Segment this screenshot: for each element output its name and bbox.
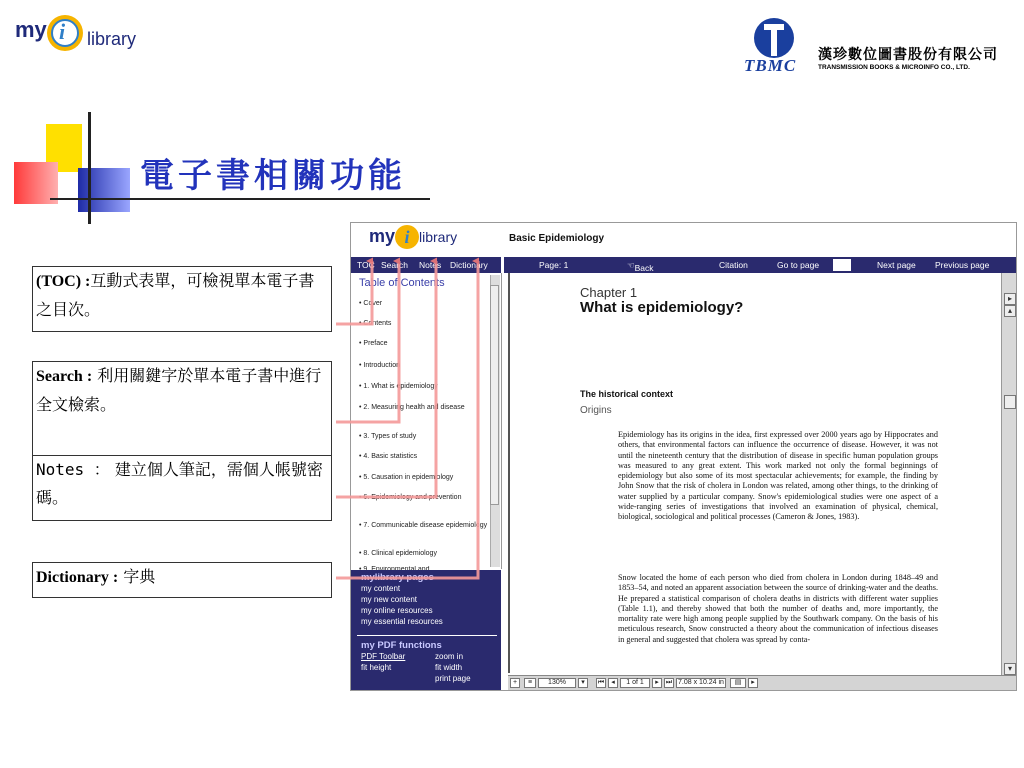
- navbar-separator: [501, 257, 504, 273]
- callout-term: Dictionary :: [36, 569, 119, 586]
- callout-term: Search :: [36, 368, 93, 385]
- toolbar-layout-icon[interactable]: ≡: [524, 678, 536, 688]
- mypages-link[interactable]: my new content: [361, 595, 418, 604]
- mypages-link[interactable]: my essential resources: [361, 617, 443, 626]
- toc-item-label: 4. Basic statistics: [363, 453, 418, 460]
- toc-item-label: 8. Clinical epidemiology: [363, 550, 437, 557]
- toc-item[interactable]: • 4. Basic statistics: [359, 453, 418, 460]
- toc-item[interactable]: • Contents: [359, 320, 392, 327]
- prev-page-icon[interactable]: ◂: [608, 678, 618, 688]
- page-scrollbar[interactable]: [1001, 273, 1017, 677]
- ebook-header: [351, 223, 1016, 257]
- title-underline: [50, 198, 430, 200]
- callout-term: Notes ：: [36, 460, 110, 479]
- toc-item-label: 7. Communicable disease epidemiology: [363, 522, 488, 529]
- toc-item[interactable]: • Introduction: [359, 362, 400, 369]
- logo-i-text: i: [59, 19, 66, 44]
- toc-item[interactable]: • 1. What is epidemiology: [359, 383, 438, 390]
- toc-item[interactable]: • 8. Clinical epidemiology: [359, 550, 437, 557]
- pdf-page: [508, 273, 1003, 673]
- pdf-functions-heading: my PDF functions: [361, 640, 442, 651]
- previous-page-button[interactable]: Previous page: [935, 260, 990, 270]
- toc-item-label: Cover: [363, 300, 383, 307]
- toc-item-label: Preface: [363, 340, 388, 347]
- tab-dictionary[interactable]: Dictionary: [450, 260, 488, 270]
- toc-sidebar: [351, 273, 502, 569]
- pdf-toolbar-link[interactable]: PDF Toolbar: [361, 652, 406, 661]
- toc-scroll-thumb[interactable]: [490, 285, 499, 505]
- mypages-link[interactable]: my content: [361, 584, 401, 593]
- callout-text: 互動式表單，可檢視單本電子書之目次。: [36, 271, 315, 319]
- citation-button[interactable]: Citation: [719, 260, 748, 270]
- scroll-down-icon[interactable]: ▾: [1004, 663, 1016, 675]
- mylibrary-panel: [351, 570, 501, 691]
- chapter-number: Chapter 1: [580, 285, 638, 300]
- toc-item[interactable]: • 3. Types of study: [359, 433, 417, 440]
- goto-page-label: Go to page: [777, 260, 820, 270]
- body-paragraph: Snow located the home of each person who died from cholera in London during 1848–49 and 1853–54, and noted an apparent association between the source of drinking-water and the deaths. He prepared a statistical comparison of cholera deaths in districts with different water supplies (Table 1.1), and thereby showed that both the number of deaths and, more importantly, the mortality rate were high among people supplied by the Southwark company. On the basis of his meticulous research, Snow constructed a theory about the communication of infectious diseases in general and suggested that cholera was spread by conta-: [618, 573, 938, 644]
- next-page-icon[interactable]: ▸: [652, 678, 662, 688]
- next-page-button[interactable]: Next page: [877, 260, 916, 270]
- scroll-thumb[interactable]: [1004, 395, 1016, 409]
- company-name-en: TRANSMISSION BOOKS & MICROINFO CO., LTD.: [818, 64, 970, 71]
- toc-item[interactable]: • 7. Communicable disease epidemiology: [359, 522, 488, 529]
- page-counter: 1 of 1: [620, 678, 650, 688]
- book-title: Basic Epidemiology: [509, 233, 605, 244]
- tbmc-logo: [744, 18, 1014, 78]
- mypages-heading: mylibrary pages: [361, 572, 434, 583]
- last-page-icon[interactable]: ⏭: [665, 679, 673, 686]
- logo-library-text: library: [87, 29, 137, 49]
- fit-width-link[interactable]: fit width: [435, 663, 463, 672]
- mypages-link[interactable]: my online resources: [361, 606, 433, 615]
- callout-dictionary: [32, 562, 332, 598]
- toc-item-label: 2. Measuring health and disease: [363, 404, 465, 411]
- callout-text: 字典: [118, 567, 156, 586]
- slide-title: 電子書相關功能: [140, 156, 406, 196]
- print-page-link[interactable]: print page: [435, 674, 471, 683]
- goto-page-input[interactable]: [833, 259, 851, 271]
- fit-height-link[interactable]: fit height: [361, 663, 392, 672]
- zoom-dropdown-icon[interactable]: ▾: [578, 678, 588, 688]
- toc-item-label: 3. Types of study: [363, 433, 417, 440]
- toc-item-label: 6. Epidemiology and prevention: [363, 494, 462, 501]
- zoom-select[interactable]: 130%: [538, 678, 576, 688]
- callout-toc: [32, 266, 332, 332]
- first-page-icon[interactable]: ⏮: [597, 679, 605, 686]
- ebook-screenshot: [350, 222, 1017, 691]
- section-heading: The historical context: [580, 389, 674, 399]
- zoom-in-link[interactable]: zoom in: [435, 652, 464, 661]
- back-button[interactable]: ☜ Back: [627, 260, 654, 273]
- callout-term: (TOC) :: [36, 273, 91, 290]
- toc-item[interactable]: • 2. Measuring health and disease: [359, 404, 465, 411]
- tab-notes[interactable]: Notes: [419, 260, 442, 270]
- callout-text: 建立個人筆記，需個人帳號密碼。: [36, 460, 323, 507]
- callout-search: [32, 361, 332, 455]
- view-options-icon[interactable]: ▸: [748, 678, 758, 688]
- subsection-heading: Origins: [580, 405, 612, 416]
- toc-item[interactable]: • 5. Causation in epidemiology: [359, 474, 454, 481]
- toc-item[interactable]: • Preface: [359, 340, 388, 347]
- page-indicator: Page: 1: [539, 260, 569, 270]
- ebook-logo-my: my: [369, 225, 396, 246]
- tab-search[interactable]: Search: [381, 260, 408, 270]
- deco-blue-square: [78, 168, 130, 212]
- toolbar-nav-icon[interactable]: +: [510, 678, 520, 688]
- tab-toc[interactable]: TOC: [357, 260, 375, 270]
- toc-item-label: 5. Causation in epidemiology: [363, 474, 454, 481]
- view-mode-icon[interactable]: ▤: [730, 678, 746, 688]
- toc-item[interactable]: • 6. Epidemiology and prevention: [359, 494, 462, 501]
- toc-item-label: Introduction: [363, 362, 400, 369]
- page-size: 7.08 x 10.24 in: [676, 678, 726, 688]
- back-label: Back: [634, 263, 654, 273]
- tbmc-t-icon: [764, 24, 784, 56]
- ebook-logo-i-icon: i: [395, 225, 419, 249]
- toc-item-label: 1. What is epidemiology: [363, 383, 438, 390]
- panel-divider: [357, 635, 497, 636]
- body-paragraph: Epidemiology has its origins in the idea, first expressed over 2000 years ago by Hippocrates and others, that environmental factors can influence the occurrence of disease. However, it was not until the nineteenth century that the distribution of disease in specific human population groups was measured to any great extent. This work marked not only the formal beginnings of epidemiology but also some of its most spectacular achievements; for example, the finding by John Snow that the risk of cholera in London was related, among other things, to the drinking of water supplied by a particular company. Snow's epidemiological studies were one aspect of a wide-ranging series of investigations that involved an examination of physical, chemical, biological, sociological and political processes (Cameron & Jones, 1983).: [618, 430, 938, 522]
- callout-text: 利用關鍵字於單本電子書中進行全文檢索。: [36, 366, 322, 414]
- tbmc-text: TBMC: [744, 56, 797, 75]
- company-name-cn: 漢珍數位圖書股份有限公司: [818, 47, 998, 63]
- toc-item-label: Contents: [363, 320, 392, 327]
- scroll-up-icon[interactable]: ▴: [1004, 305, 1016, 317]
- scroll-right-icon[interactable]: ▸: [1004, 293, 1016, 305]
- deco-vertical-line: [88, 112, 91, 224]
- pdf-toolbar: [508, 675, 1016, 691]
- toc-item-label: 9. Environmental and: [363, 566, 430, 570]
- mylibrary-logo: [15, 15, 155, 59]
- toc-title: Table of Contents: [359, 277, 445, 289]
- ebook-logo-library: library: [419, 228, 458, 245]
- ebook-navbar: [351, 257, 1016, 273]
- toc-item[interactable]: • Cover: [359, 300, 383, 307]
- logo-my-text: my: [15, 17, 47, 42]
- toc-item[interactable]: • 9. Environmental and: [359, 566, 489, 570]
- callout-notes: [32, 455, 332, 521]
- chapter-title: What is epidemiology?: [580, 299, 744, 316]
- ebook-logo: [369, 225, 457, 249]
